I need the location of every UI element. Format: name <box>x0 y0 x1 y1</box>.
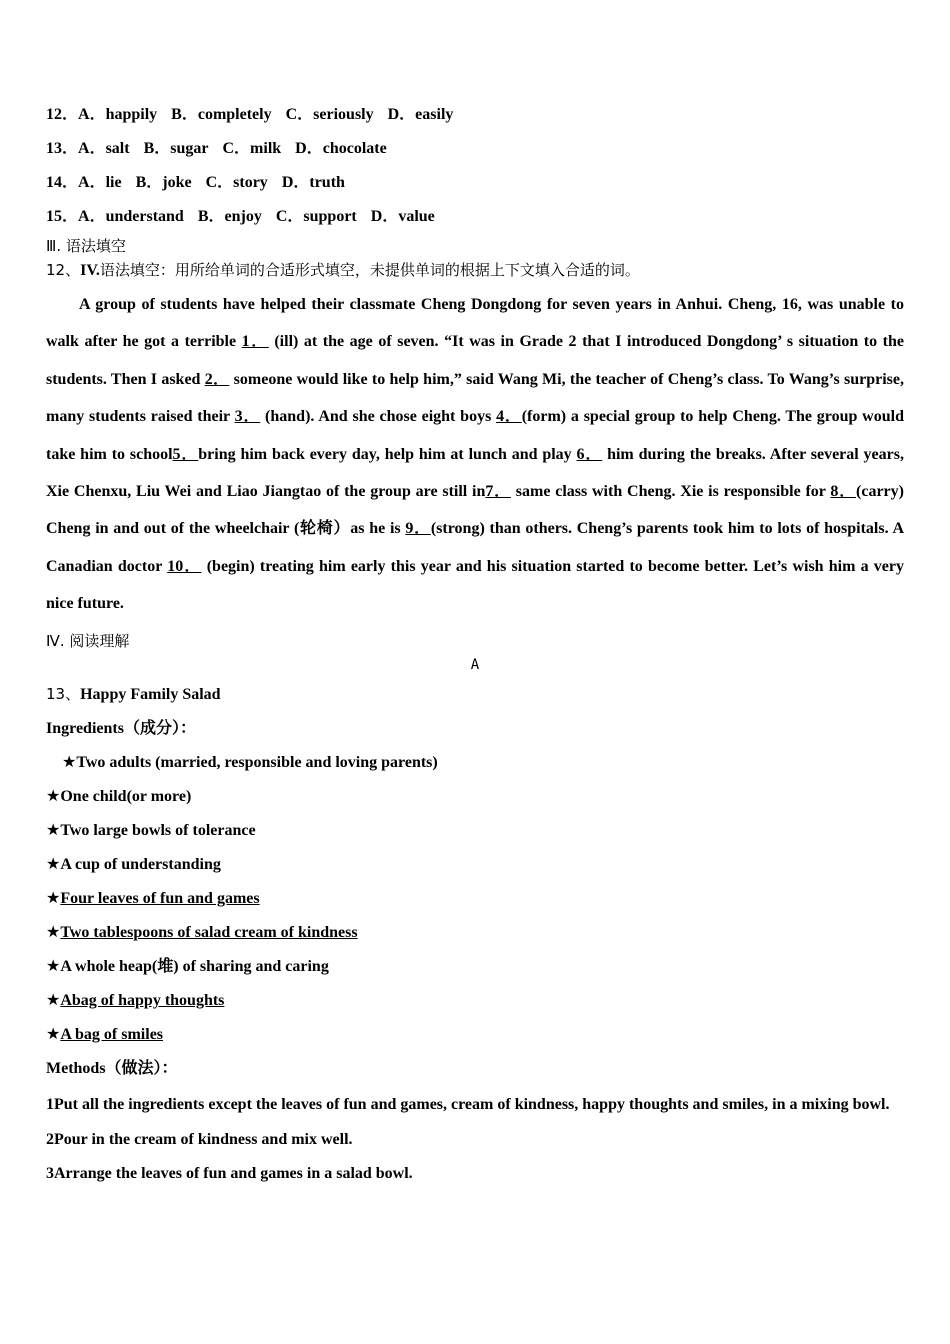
option-d: D．value <box>370 208 435 225</box>
option-b: B．sugar <box>143 140 209 157</box>
passage-text: him during the breaks. After several years, Xie Chenxu, Liu Wei and Liao Jiangtao of the group are still in <box>46 445 904 501</box>
option-d: D．chocolate <box>295 140 387 157</box>
ingredient-text: A cup of understanding <box>60 855 221 873</box>
document-page <box>46 98 904 1191</box>
passage-text: (begin) treating him early this year and his situation started to become better. Let’s wish him a very nice future. <box>46 557 904 613</box>
option-a: A．lie <box>78 174 122 191</box>
method-step: 1Put all the ingredients except the leaves of fun and games, cream of kindness, happy thoughts and smiles, in a mixing bowl. <box>46 1095 890 1113</box>
section-3-title: Ⅲ. 语法填空 <box>46 237 126 255</box>
question-number: 14． <box>46 174 79 191</box>
option-c: C．milk <box>222 140 282 157</box>
blank-8: 8． <box>830 483 857 501</box>
reading-title <box>46 677 904 712</box>
option-a: A．happily <box>78 106 158 123</box>
star-icon: ★ <box>46 923 61 941</box>
method-step: 2Pour in the cream of kindness and mix well. <box>46 1131 353 1149</box>
grammar-passage <box>46 286 904 623</box>
passage-text: (strong) than others. Cheng’s parents took him to lots of hospitals. A Canadian doctor <box>46 520 904 575</box>
question-number: 15． <box>46 208 79 225</box>
star-icon: ★ <box>46 991 61 1009</box>
ingredient-item <box>46 950 904 984</box>
ingredient-item <box>46 916 904 950</box>
passage-text: A group of students have helped their classmate Cheng Dongdong for seven years in Anhui. Cheng, 16, was unable to walk after he got a terrible <box>46 296 904 351</box>
blank-2: 2． <box>204 370 230 388</box>
blank-3: 3． <box>234 408 261 426</box>
blank-9: 9． <box>405 520 431 538</box>
ingredient-item <box>46 746 904 780</box>
question-number: 13． <box>46 140 79 157</box>
instruction-number: 12、 <box>46 261 81 279</box>
grammar-instruction <box>46 258 904 282</box>
passage-text: (ill) at the age of seven. “It was in Grade 2 that I introduced Dongdong’ s situation to the students. Then I asked <box>46 333 905 388</box>
ingredient-text: Two adults (married, responsible and loving parents) <box>76 753 438 771</box>
ingredient-text: A bag of smiles <box>60 1025 164 1043</box>
star-icon: ★ <box>46 1025 61 1043</box>
ingredient-text: Four leaves of fun and games <box>60 889 260 907</box>
passage-text: someone would like to help him,” said Wang Mi, the teacher of Cheng’s class. To Wang’s surprise, many students raised their <box>46 370 904 426</box>
ingredient-item <box>46 780 904 814</box>
instruction-roman: IV. <box>80 262 100 279</box>
ingredient-text: A whole heap(堆) of sharing and caring <box>60 957 329 975</box>
section-4-title: Ⅳ. 阅读理解 <box>46 631 130 650</box>
star-icon: ★ <box>62 753 77 771</box>
option-b: B．completely <box>171 106 272 123</box>
blank-1: 1． <box>241 333 269 351</box>
ingredients-label: Ingredients（成分）： <box>46 719 196 737</box>
star-icon: ★ <box>46 821 61 839</box>
salad-title: Happy Family Salad <box>80 685 221 703</box>
star-icon: ★ <box>46 787 61 805</box>
ingredient-text: Two tablespoons of salad cream of kindness <box>60 923 358 941</box>
ingredient-item <box>46 848 904 882</box>
option-c: C．support <box>275 208 357 225</box>
passage-text: (carry) Cheng in and out of the wheelchair (轮椅）as he is <box>46 483 904 538</box>
ingredient-item <box>46 814 904 848</box>
ingredient-text: One child(or more) <box>60 787 192 805</box>
question-13 <box>46 132 904 166</box>
passage-text: (form) a special group to help Cheng. The group would take him to school <box>46 408 904 463</box>
passage-text: bring him back every day, help him at lunch and play <box>198 445 577 463</box>
star-icon: ★ <box>46 889 61 907</box>
blank-10: 10． <box>167 557 202 575</box>
blank-7: 7． <box>485 483 511 501</box>
question-number: 12． <box>46 106 79 123</box>
option-b: B．joke <box>135 174 192 191</box>
option-d: D．truth <box>281 174 345 191</box>
method-step: 3Arrange the leaves of fun and games in a salad bowl. <box>46 1165 413 1183</box>
option-d: D．easily <box>387 106 454 123</box>
passage-text: same class with Cheng. Xie is responsible for <box>510 483 831 501</box>
ingredient-text: Two large bowls of tolerance <box>60 821 256 839</box>
methods-label: Methods（做法）： <box>46 1059 178 1077</box>
part-label: A <box>470 656 480 673</box>
question-14 <box>46 166 904 200</box>
blank-6: 6． <box>576 445 603 463</box>
question-15 <box>46 200 904 234</box>
star-icon: ★ <box>46 957 61 975</box>
option-b: B．enjoy <box>197 208 262 225</box>
ingredient-item <box>46 1018 904 1052</box>
blank-4: 4． <box>496 408 522 426</box>
question-number: 13、 <box>46 684 81 703</box>
option-c: C．story <box>205 174 268 191</box>
option-a: A．understand <box>78 208 184 225</box>
instruction-text: 语法填空：用所给单词的合适形式填空，未提供单词的根据上下文填入合适的词。 <box>99 261 640 279</box>
ingredient-item <box>46 882 904 916</box>
question-12 <box>46 98 904 132</box>
ingredient-text: Abag of happy thoughts <box>60 991 225 1009</box>
option-a: A．salt <box>78 140 130 157</box>
blank-5: 5． <box>172 445 199 463</box>
star-icon: ★ <box>46 855 61 873</box>
option-c: C．seriously <box>285 106 374 123</box>
ingredient-item <box>46 984 904 1018</box>
passage-text: (hand). And she chose eight boys <box>260 408 497 426</box>
